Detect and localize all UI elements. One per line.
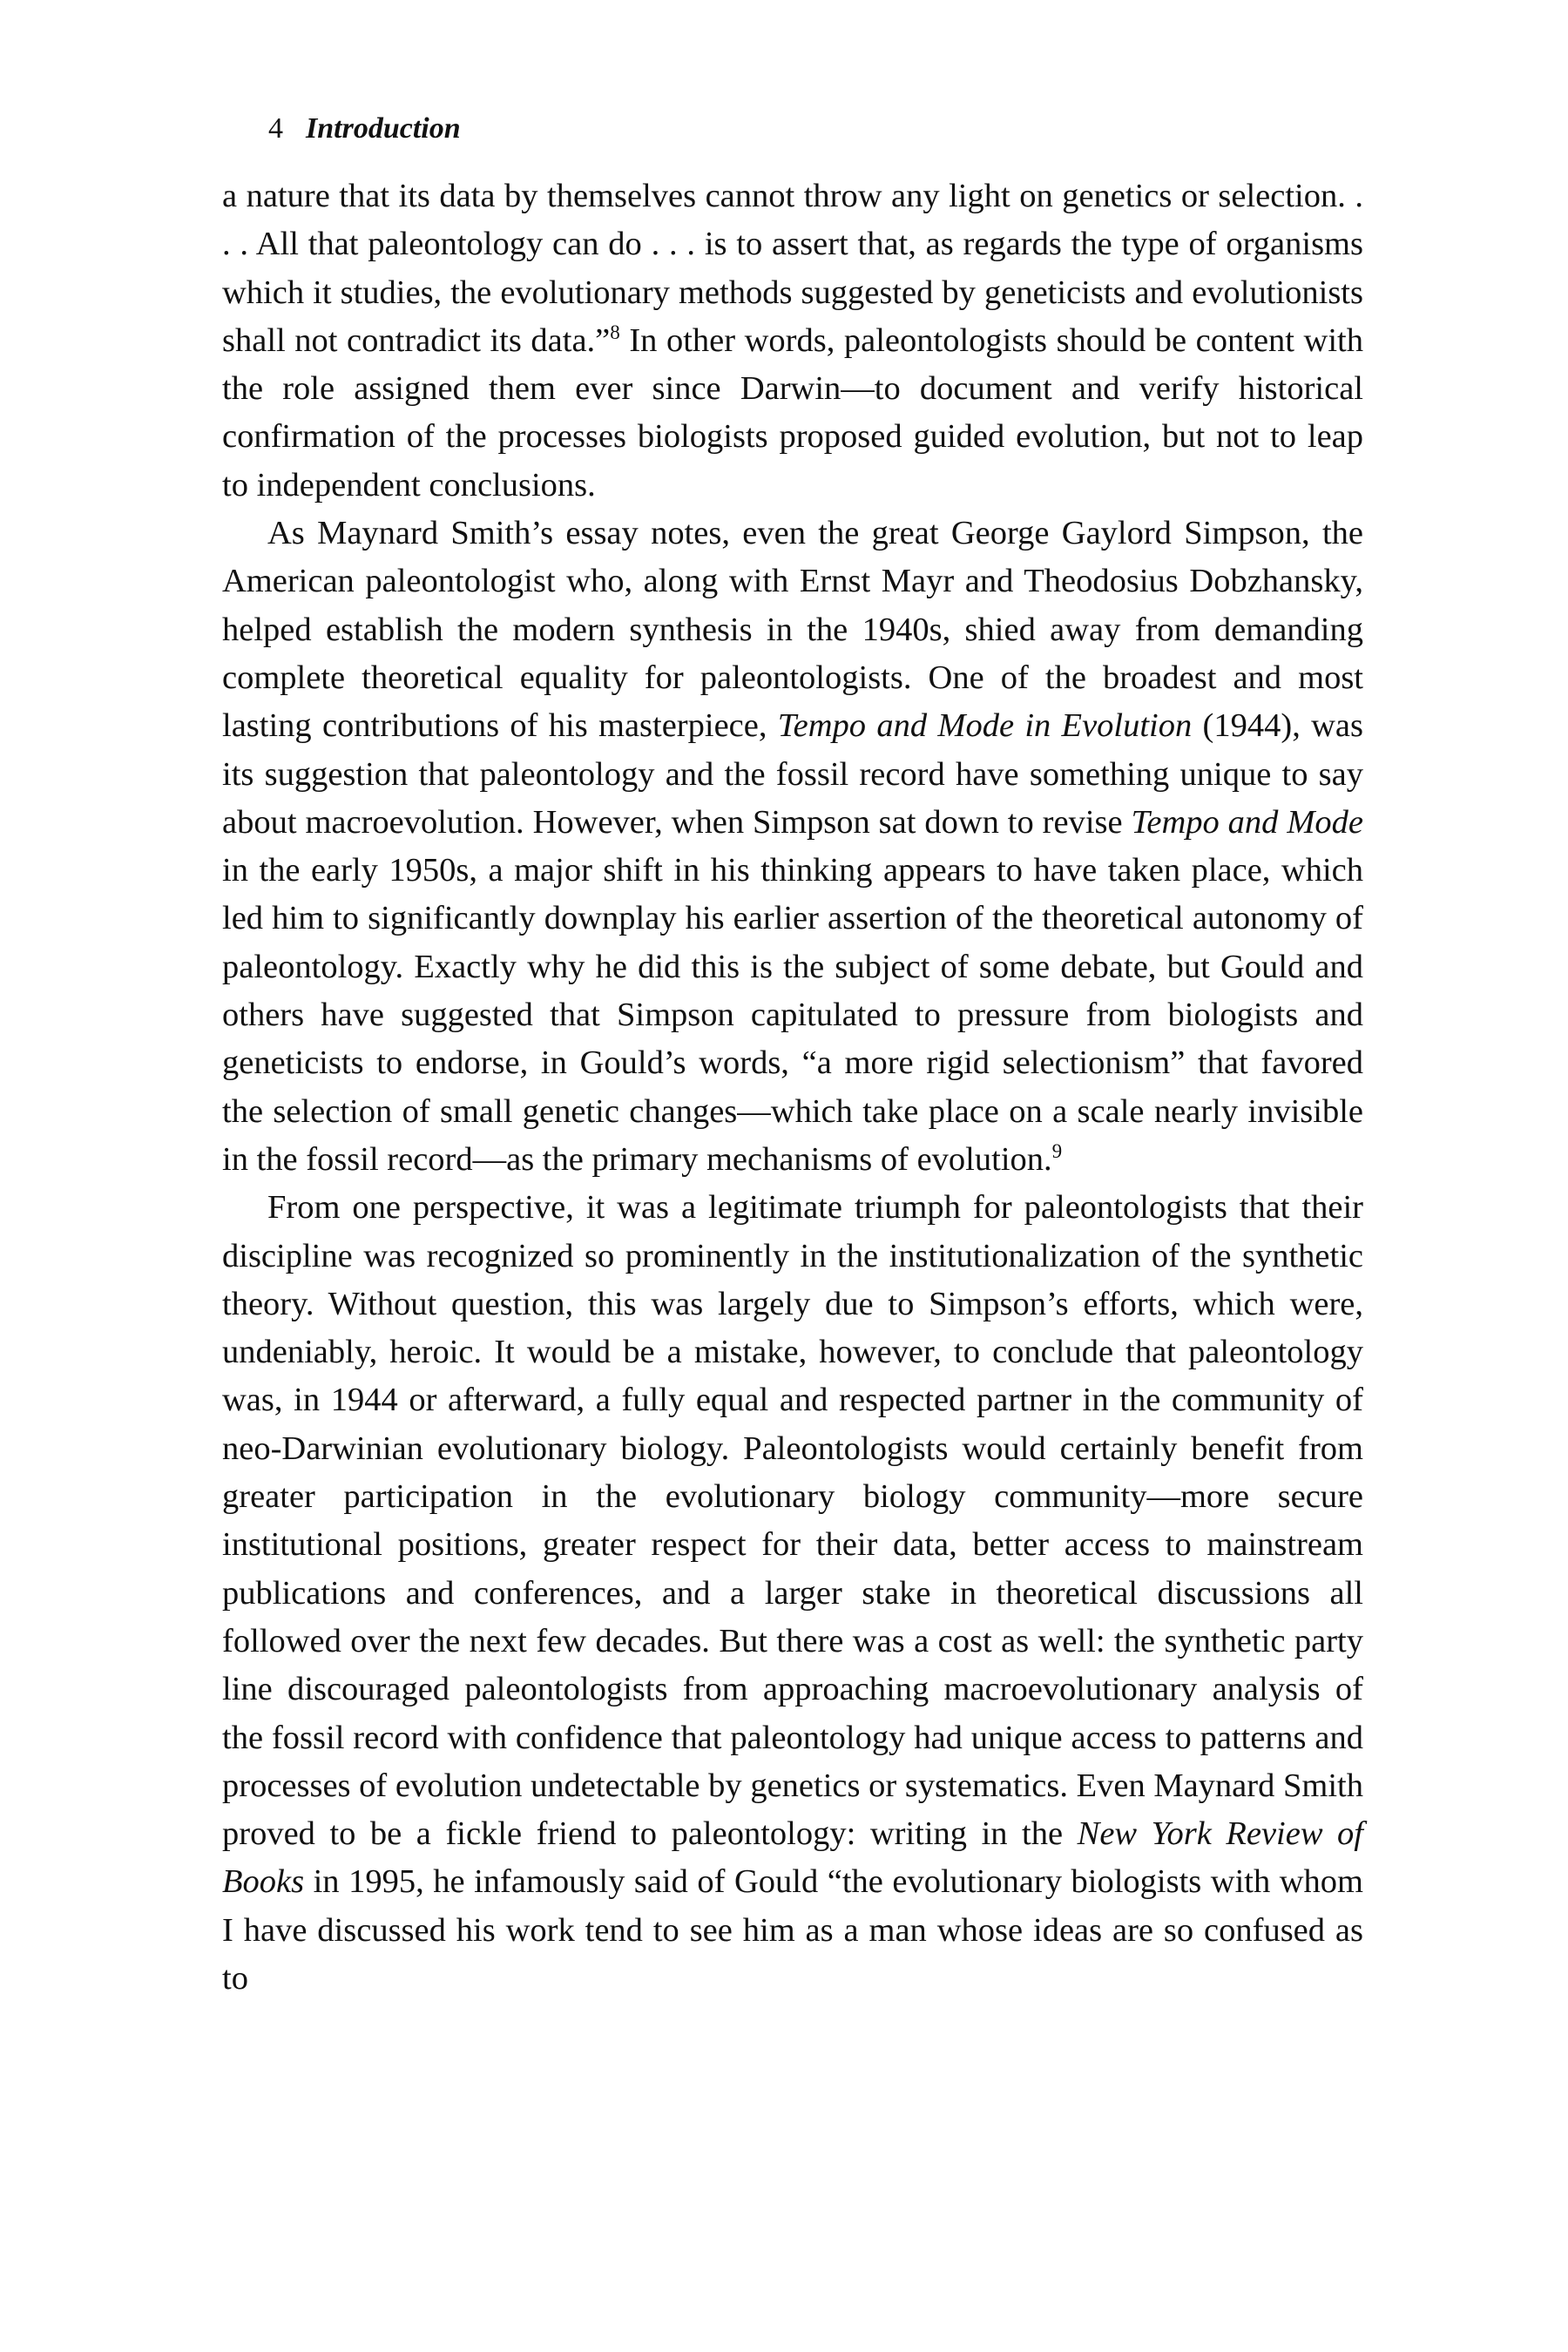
paragraph-3-text-b: in 1995, he infamously said of Gould “the evolutionary biologists with whom I have discussed his work tend to see him as a man whose ideas are so confused as to bbox=[222, 1863, 1363, 1997]
book-title-tempo-and-mode-in-evolution: Tempo and Mode in Evolution bbox=[777, 707, 1193, 745]
body-text bbox=[222, 172, 1363, 2003]
footnote-ref-8: 8 bbox=[610, 321, 620, 344]
paragraph-2-text-a: As Maynard Smith’s essay notes, even the great George Gaylord Simpson, the American paleontologist who, along with Ernst Mayr and Theodosius Dobzhansky, helped establish the modern synthesis in the 1940s, shied away from demanding complete theoretical equality for paleontologists. One of the broadest and most lasting contributions of his masterpiece, bbox=[222, 515, 1363, 745]
footnote-ref-9: 9 bbox=[1051, 1139, 1063, 1163]
paragraph-3 bbox=[222, 1184, 1363, 2003]
paragraph-3-text-a: From one perspective, it was a legitimate triumph for paleontologists that their discipline was recognized so prominently in the institutionalization of the synthetic theory. Without question, this was largely due to Simpson’s efforts, which were, undeniably, heroic. It would be a mistake, however, to conclude that paleontology was, in 1944 or afterward, a fully equal and respected partner in the community of neo-Darwinian evolutionary biology. Paleontologists would certainly benefit from greater participation in the evolutionary biology community—more secure institutional positions, greater respect for their data, better access to mainstream publications and conferences, and a larger stake in theoretical discussions all followed over the next few decades. But there was a cost as well: the synthetic party line discouraged paleontologists from approaching macroevolutionary analysis of the fossil record with confidence that paleontology had unique access to patterns and processes of evolution undetectable by genetics or systematics. Even Maynard Smith proved to be a fickle friend to paleontology: writing in the bbox=[222, 1189, 1363, 1853]
running-head bbox=[268, 112, 461, 146]
paragraph-2 bbox=[222, 510, 1363, 1184]
book-title-tempo-and-mode: Tempo and Mode bbox=[1131, 803, 1363, 841]
paragraph-2-text-b: (1944), was its suggestion that paleontology and the fossil record have something unique to say about macroevolution. However, when Simpson sat down to revise bbox=[222, 707, 1363, 841]
section-title: Introduction bbox=[306, 112, 461, 145]
publication-title-new-york-review-of-books: New York Review of Books bbox=[222, 1815, 1364, 1901]
paragraph-1-text-a: a nature that its data by themselves cannot throw any light on genetics or selection. . . . All that paleontology can do . . . is to assert that, as regards the type of organisms which it studies, the evolutionary methods suggested by geneticists and evolutionists shall not contradict its data.” bbox=[222, 178, 1363, 359]
paragraph-2-text-c: in the early 1950s, a major shift in his thinking appears to have taken place, which led him to significantly downplay his earlier assertion of the theoretical autonomy of paleontology. Exactly why he did this is the subject of some debate, but Gould and others have suggested that Simpson capitulated to pressure from biologists and geneticists to endorse, in Gould’s words, “a more rigid selectionism” that favored the selection of small genetic changes—which take place on a scale nearly invisible in the fossil record—as the primary mechanisms of evolution. bbox=[222, 852, 1363, 1178]
paragraph-1-text-b: In other words, paleontologists should be content with the role assigned them ever since Darwin—to document and verify historical confirmation of the processes biologists proposed guided evolution, but not to leap to independent conclusions. bbox=[222, 321, 1363, 504]
page-number: 4 bbox=[268, 112, 283, 145]
paragraph-1 bbox=[222, 172, 1363, 510]
